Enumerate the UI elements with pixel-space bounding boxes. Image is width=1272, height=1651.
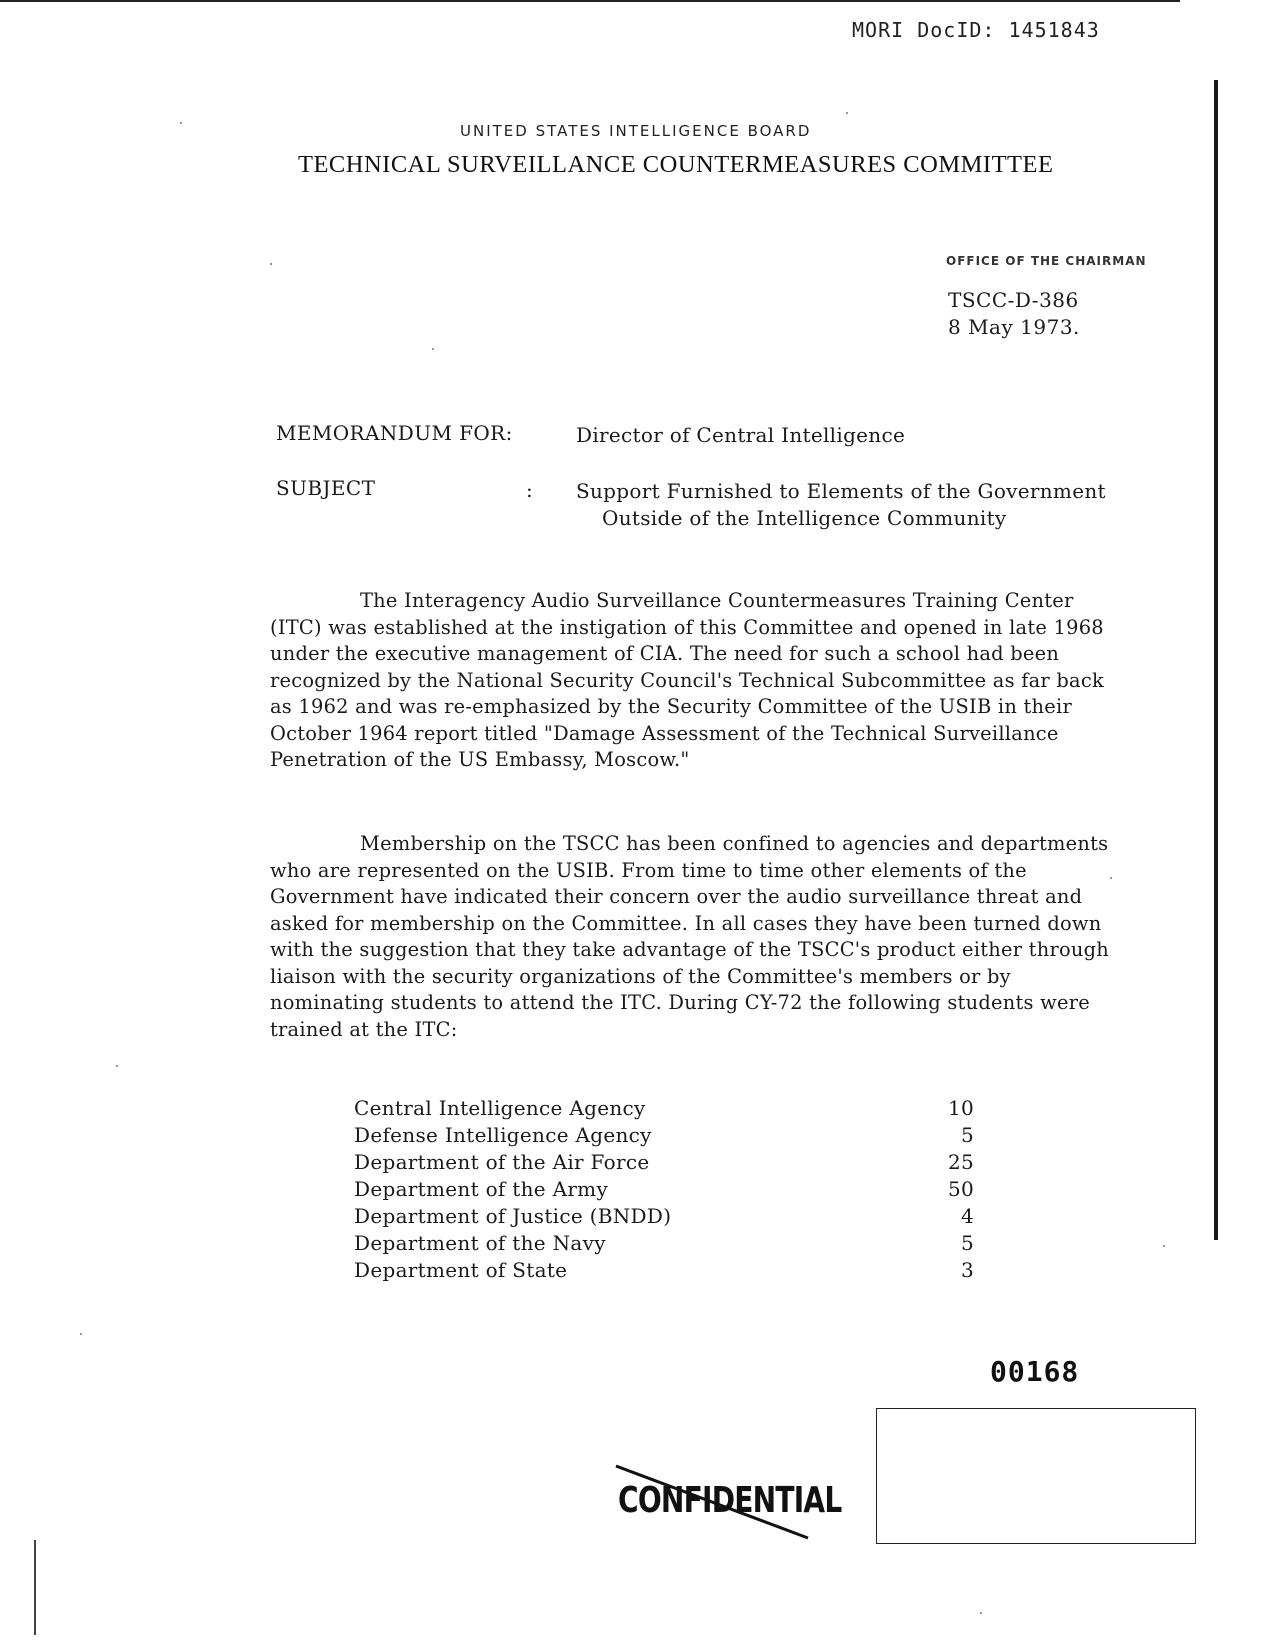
students-trained-table — [354, 1095, 974, 1284]
student-count: 50 — [947, 1177, 974, 1201]
subject-line-1: Support Furnished to Elements of the Government — [576, 479, 1106, 503]
table-row — [354, 1230, 974, 1257]
blank-box — [876, 1408, 1196, 1544]
student-count: 3 — [960, 1258, 974, 1282]
body-paragraph-2: Membership on the TSCC has been confined to agencies and departments who are represented on the USIB. From time to time other elements of the Government have indicated their concern over the audio surveillance threat and asked for membership on the Committee. In all cases they have been turned down with the suggestion that they take advantage of the TSCC's product either through liaison with the security organizations of the Committee's members or by nominating students to attend the ITC. During CY-72 the following students were trained at the ITC: — [270, 832, 1110, 1041]
scan-speck — [116, 1065, 118, 1067]
body-paragraph-1: The Interagency Audio Surveillance Countermeasures Training Center (ITC) was established at the instigation of this Committee and opened in late 1968 under the executive management of CIA. The need for such a school had been recognized by the National Security Council's Technical Subcommittee as far back as 1962 and was re-emphasized by the Security Committee of the USIB in their October 1964 report titled "Damage Assessment of the Technical Surveillance Penetration of the US Embassy, Moscow." — [270, 589, 1104, 771]
memorandum-for-label: MEMORANDUM FOR: — [276, 421, 513, 445]
scan-speck — [980, 1612, 982, 1614]
right-margin-bar — [1214, 80, 1218, 1240]
committee-title: TECHNICAL SURVEILLANCE COUNTERMEASURES COMMITTEE — [298, 151, 1054, 178]
student-count: 5 — [960, 1123, 974, 1147]
mori-docid: MORI DocID: 1451843 — [852, 18, 1100, 42]
student-count: 25 — [947, 1150, 974, 1174]
scan-speck — [432, 348, 434, 350]
office-of-chairman: OFFICE OF THE CHAIRMAN — [946, 254, 1147, 268]
table-row — [354, 1149, 974, 1176]
student-count: 10 — [947, 1096, 974, 1120]
table-row — [354, 1203, 974, 1230]
table-row — [354, 1257, 974, 1284]
scan-speck — [270, 263, 272, 265]
document-date: 8 May 1973. — [948, 315, 1080, 339]
subject-label: SUBJECT — [276, 476, 376, 500]
scan-speck — [846, 112, 848, 114]
left-margin-mark — [34, 1540, 36, 1635]
page-number: 00168 — [990, 1355, 1080, 1388]
scan-speck — [1163, 1245, 1165, 1247]
scan-speck — [180, 122, 182, 124]
subject-colon: : — [526, 478, 533, 502]
strikethrough-line — [612, 1462, 812, 1542]
table-row — [354, 1095, 974, 1122]
memorandum-recipient: Director of Central Intelligence — [576, 423, 906, 447]
classification-stamp-text: CONFIDENTIAL — [618, 1480, 842, 1521]
agency-name: Department of State — [354, 1258, 568, 1282]
agency-name: Department of the Army — [354, 1177, 609, 1201]
subject-line-2: Outside of the Intelligence Community — [602, 506, 1007, 530]
agency-name: Department of Justice (BNDD) — [354, 1204, 672, 1228]
agency-name: Central Intelligence Agency — [354, 1096, 646, 1120]
agency-name: Department of the Air Force — [354, 1150, 650, 1174]
agency-name: Department of the Navy — [354, 1231, 606, 1255]
classification-stamp — [612, 1462, 842, 1552]
scan-speck — [80, 1333, 82, 1335]
board-name: UNITED STATES INTELLIGENCE BOARD — [460, 122, 812, 140]
student-count: 4 — [960, 1204, 974, 1228]
agency-name: Defense Intelligence Agency — [354, 1123, 652, 1147]
table-row — [354, 1176, 974, 1203]
top-border-line — [0, 0, 1180, 2]
document-number: TSCC-D-386 — [948, 288, 1079, 312]
table-row — [354, 1122, 974, 1149]
student-count: 5 — [960, 1231, 974, 1255]
